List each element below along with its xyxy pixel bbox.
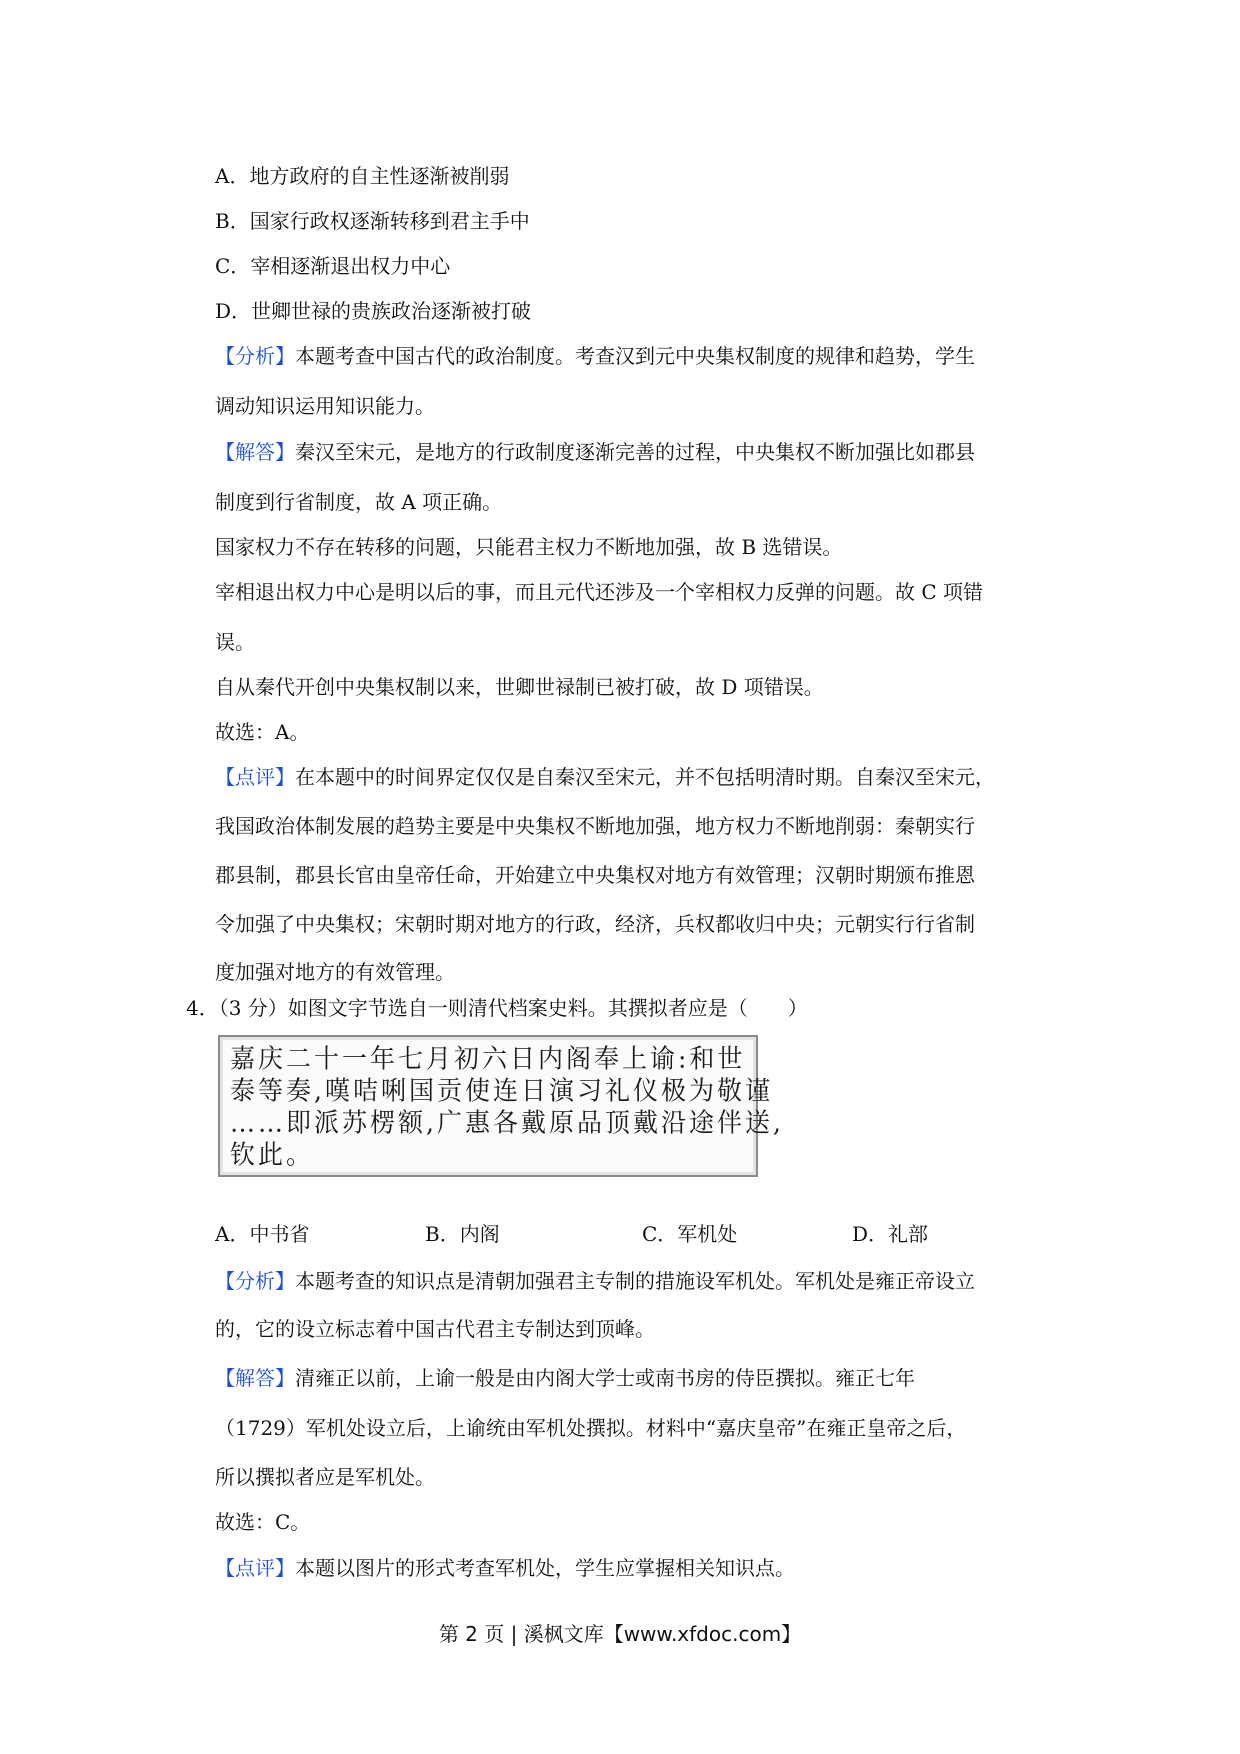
page-footer: 第 2 页 | 溪枫文库【www.xfdoc.com】	[438, 1622, 802, 1646]
q3-analysis-line-1	[215, 342, 975, 370]
answer-tag: 【解答】	[215, 1366, 295, 1390]
option-d: D．世卿世禄的贵族政治逐渐被打破	[215, 299, 532, 323]
q4-analysis-line-2: 的，它的设立标志着中国古代君主专制达到顶峰。	[215, 1317, 655, 1341]
analysis-tag: 【分析】	[215, 344, 295, 368]
analysis-text: 本题考查的知识点是清朝加强君主专制的措施设军机处。军机处是雍正帝设立	[295, 1269, 975, 1293]
q3-answer-line-3: 国家权力不存在转移的问题，只能君主权力不断地加强，故 B 选错误。	[215, 535, 843, 559]
analysis-text: 本题考查中国古代的政治制度。考查汉到元中央集权制度的规律和趋势，学生	[295, 344, 975, 368]
q4-analysis-line-1	[215, 1267, 975, 1295]
q4-options	[215, 1220, 1015, 1248]
q4-answer-line-1	[215, 1364, 915, 1392]
image-text-line-3: ……即派苏楞额,广惠各戴原品顶戴沿途伴送,	[230, 1107, 784, 1138]
question-4-stem: 4．（3 分）如图文字节选自一则清代档案史料。其撰拟者应是（ ）	[186, 996, 808, 1020]
q4-comment-line-1	[215, 1554, 795, 1582]
option-b: B．国家行政权逐渐转移到君主手中	[215, 209, 530, 233]
analysis-tag: 【分析】	[215, 1269, 295, 1293]
q4-answer-line-4: 故选：C。	[215, 1510, 311, 1534]
q4-option-d: D．礼部	[852, 1222, 929, 1246]
q3-answer-line-2: 制度到行省制度，故 A 项正确。	[215, 490, 503, 514]
answer-tag: 【解答】	[215, 440, 295, 464]
q4-option-c: C．军机处	[642, 1222, 738, 1246]
q3-answer-line-6: 自从秦代开创中央集权制以来，世卿世禄制已被打破，故 D 项错误。	[215, 675, 824, 699]
archive-document-image	[218, 1035, 784, 1177]
q3-comment-line-3: 郡县制，郡县长官由皇帝任命，开始建立中央集权对地方有效管理；汉朝时期颁布推恩	[215, 863, 975, 887]
q3-answer-line-5: 误。	[215, 630, 255, 654]
q3-comment-line-2: 我国政治体制发展的趋势主要是中央集权不断地加强，地方权力不断地削弱：秦朝实行	[215, 814, 975, 838]
q3-answer-line-4: 宰相退出权力中心是明以后的事，而且元代还涉及一个宰相权力反弹的问题。故 C 项错	[215, 580, 984, 604]
q3-answer-line-7: 故选：A。	[215, 720, 310, 744]
answer-text: 秦汉至宋元，是地方的行政制度逐渐完善的过程，中央集权不断加强比如郡县	[295, 440, 975, 464]
image-text-line-1: 嘉庆二十一年七月初六日内阁奉上谕:和世	[230, 1043, 746, 1074]
image-text-line-4: 钦此。	[230, 1139, 315, 1170]
comment-tag: 【点评】	[215, 765, 295, 789]
comment-text: 在本题中的时间界定仅仅是自秦汉至宋元，并不包括明清时期。自秦汉至宋元，	[295, 765, 995, 789]
comment-tag: 【点评】	[215, 1556, 295, 1580]
q3-analysis-line-2: 调动知识运用知识能力。	[215, 394, 435, 418]
answer-text: 清雍正以前，上谕一般是由内阁大学士或南书房的侍臣撰拟。雍正七年	[295, 1366, 915, 1390]
q4-option-a: A．中书省	[215, 1222, 310, 1246]
q3-comment-line-4: 令加强了中央集权；宋朝时期对地方的行政，经济，兵权都收归中央；元朝实行行省制	[215, 912, 975, 936]
option-a: A．地方政府的自主性逐渐被削弱	[215, 164, 510, 188]
image-text-line-2: 泰等奏,嘆咭唎国贡使连日演习礼仪极为敬谨	[230, 1075, 773, 1106]
q4-option-b: B．内阁	[425, 1222, 500, 1246]
q3-comment-line-5: 度加强对地方的有效管理。	[215, 960, 455, 984]
q4-answer-line-3: 所以撰拟者应是军机处。	[215, 1465, 435, 1489]
comment-text: 本题以图片的形式考查军机处，学生应掌握相关知识点。	[295, 1556, 795, 1580]
q3-comment-line-1	[215, 763, 995, 791]
option-c: C．宰相逐渐退出权力中心	[215, 254, 451, 278]
q3-answer-line-1	[215, 438, 975, 466]
q4-answer-line-2: （1729）军机处设立后，上谕统由军机处撰拟。材料中“嘉庆皇帝”在雍正皇帝之后，	[215, 1416, 967, 1440]
